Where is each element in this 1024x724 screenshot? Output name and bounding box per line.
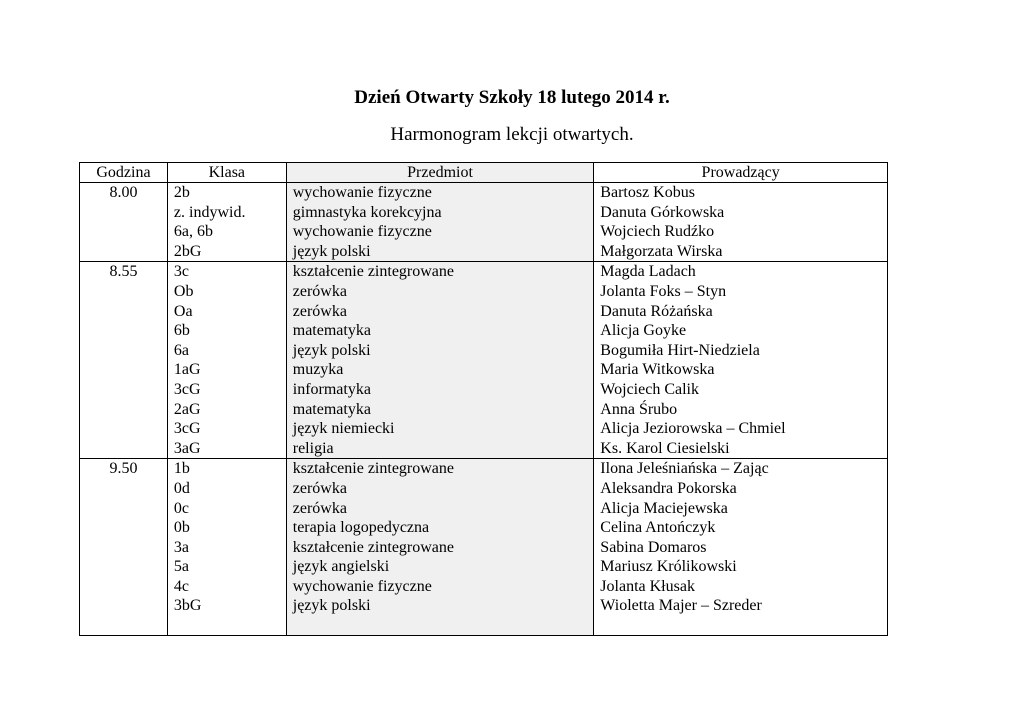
prowadzacy-line: Mariusz Królikowski xyxy=(600,558,737,576)
klasa-line: 5a xyxy=(173,558,189,576)
przedmiot-line: kształcenie zintegrowane xyxy=(292,460,454,478)
schedule-body xyxy=(80,183,888,636)
przedmiot-line: matematyka xyxy=(292,322,371,340)
klasa-line: 0b xyxy=(173,519,190,537)
document-subtitle: Harmonogram lekcji otwartych. xyxy=(390,124,634,145)
klasa-line: 6a xyxy=(173,341,189,359)
przedmiot-line: matematyka xyxy=(292,400,371,418)
przedmiot-line: wychowanie fizyczne xyxy=(292,577,432,595)
prowadzacy-line: Jolanta Foks – Styn xyxy=(600,282,727,300)
klasa-line: Oa xyxy=(173,302,193,320)
header-prowadzacy: Prowadzący xyxy=(594,163,888,183)
table-row xyxy=(80,183,888,262)
table-row xyxy=(80,459,888,636)
klasa-line: 1b xyxy=(173,460,190,478)
cell-prowadzacy xyxy=(594,183,888,262)
table-header-row xyxy=(80,163,888,183)
klasa-line: 3c xyxy=(173,263,189,281)
prowadzacy-line: Danuta Różańska xyxy=(600,302,713,320)
przedmiot-line: kształcenie zintegrowane xyxy=(292,263,454,281)
cell-klasa xyxy=(167,183,286,262)
klasa-line: 2b xyxy=(173,184,190,201)
przedmiot-line: zerówka xyxy=(292,479,347,497)
prowadzacy-line: Danuta Górkowska xyxy=(600,203,725,221)
header-godzina: Godzina xyxy=(80,163,168,183)
przedmiot-line: zerówka xyxy=(292,282,347,300)
przedmiot-line: język polski xyxy=(292,242,371,260)
klasa-line: 0c xyxy=(173,499,189,517)
klasa-line: 3bG xyxy=(173,597,202,615)
klasa-line: 6a, 6b xyxy=(173,223,213,241)
schedule-table xyxy=(79,162,888,636)
przedmiot-line: zerówka xyxy=(292,499,347,517)
klasa-line: 0d xyxy=(173,479,190,497)
cell-godzina: 8.55 xyxy=(80,262,168,459)
cell-godzina: 9.50 xyxy=(80,459,168,636)
prowadzacy-line: Ks. Karol Ciesielski xyxy=(600,439,730,457)
przedmiot-line: język niemiecki xyxy=(292,420,395,438)
prowadzacy-line: Maria Witkowska xyxy=(600,361,715,379)
prowadzacy-line: Wioletta Majer – Szreder xyxy=(600,597,762,615)
klasa-line: z. indywid. xyxy=(173,203,246,221)
cell-klasa xyxy=(167,262,286,459)
cell-przedmiot xyxy=(286,459,594,636)
cell-prowadzacy xyxy=(594,459,888,636)
przedmiot-line: język polski xyxy=(292,341,371,359)
klasa-line: 3cG xyxy=(173,420,201,438)
klasa-line: 2bG xyxy=(173,242,202,260)
przedmiot-line: religia xyxy=(292,439,334,457)
przedmiot-line: gimnastyka korekcyjna xyxy=(292,203,442,221)
przedmiot-line: terapia logopedyczna xyxy=(292,519,430,537)
prowadzacy-line: Alicja Jeziorowska – Chmiel xyxy=(600,420,786,438)
prowadzacy-line: Alicja Goyke xyxy=(600,322,687,340)
przedmiot-line: język angielski xyxy=(292,558,390,576)
header-przedmiot: Przedmiot xyxy=(286,163,594,183)
prowadzacy-line: Ilona Jeleśniańska – Zając xyxy=(600,460,769,478)
klasa-line: Ob xyxy=(173,282,194,300)
klasa-line: 4c xyxy=(173,577,189,595)
prowadzacy-line: Sabina Domaros xyxy=(600,538,707,556)
cell-klasa xyxy=(167,459,286,636)
przedmiot-line: informatyka xyxy=(292,380,371,398)
prowadzacy-line: Jolanta Kłusak xyxy=(600,577,695,595)
klasa-line: 2aG xyxy=(173,400,201,418)
prowadzacy-line: Wojciech Calik xyxy=(600,380,699,398)
klasa-line: 3cG xyxy=(173,380,201,398)
klasa-line: 3a xyxy=(173,538,189,556)
prowadzacy-line: Bartosz Kobus xyxy=(600,184,695,201)
cell-godzina: 8.00 xyxy=(80,183,168,262)
przedmiot-line: wychowanie fizyczne xyxy=(292,184,432,201)
przedmiot-line: kształcenie zintegrowane xyxy=(292,538,454,556)
klasa-line: 6b xyxy=(173,322,190,340)
prowadzacy-line: Anna Śrubo xyxy=(600,400,678,418)
prowadzacy-line: Magda Ladach xyxy=(600,263,696,281)
prowadzacy-line: Małgorzata Wirska xyxy=(600,242,723,260)
document-title: Dzień Otwarty Szkoły 18 lutego 2014 r. xyxy=(354,87,670,108)
cell-przedmiot xyxy=(286,262,594,459)
cell-przedmiot xyxy=(286,183,594,262)
header-klasa: Klasa xyxy=(167,163,286,183)
przedmiot-line: wychowanie fizyczne xyxy=(292,223,432,241)
prowadzacy-line: Celina Antończyk xyxy=(600,519,716,537)
klasa-line: 3aG xyxy=(173,439,201,457)
table-row xyxy=(80,262,888,459)
klasa-line: 1aG xyxy=(173,361,201,379)
przedmiot-line: muzyka xyxy=(292,361,344,379)
prowadzacy-line: Alicja Maciejewska xyxy=(600,499,728,517)
przedmiot-line: język polski xyxy=(292,597,371,615)
cell-prowadzacy xyxy=(594,262,888,459)
prowadzacy-line: Aleksandra Pokorska xyxy=(600,479,737,497)
prowadzacy-line: Wojciech Rudźko xyxy=(600,223,715,241)
przedmiot-line: zerówka xyxy=(292,302,347,320)
prowadzacy-line: Bogumiła Hirt-Niedziela xyxy=(600,341,760,359)
